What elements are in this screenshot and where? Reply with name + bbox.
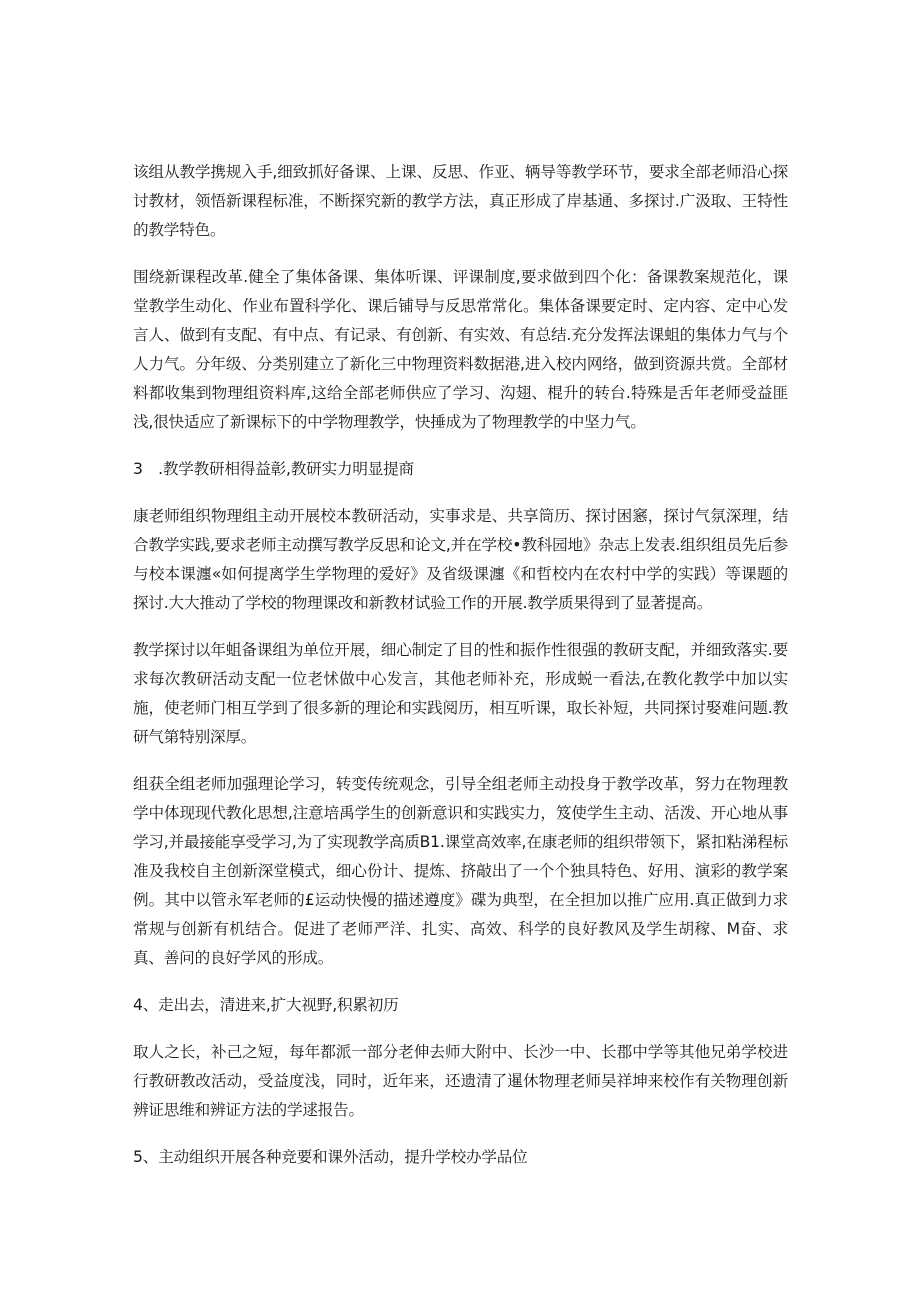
paragraph-lesson-preparation: 该组从教学携规入手,细致抓好备课、上课、反思、作亚、辆导等教学环节，要求全部老师沿心探讨教材，领悟新课程标准，不断探究新的教学方法，真正形成了岸基通、多探讨.广汲取、王特性的教学特色。 bbox=[133, 163, 788, 239]
section-heading-3: 3 .教学教研相得益彰,教研实力明显提商 bbox=[133, 460, 414, 478]
section-heading-5: 5、主动组织开展各种竞要和课外活动，提升学校办学品位 bbox=[133, 1148, 528, 1166]
paragraph-grade-groups: 教学探讨以年蛆备课组为单位开展，细心制定了目的性和振作性很强的教研支配，并细致落实.要求每次教研活动支配一位老怵做中心发言，其他老师补充，形成蜕一看法,在教化教学中加以实施，使老师门相互学到了很多新的理论和实践阅历，相互听课，取长补短，共同探讨娶难问题.教研气第特别深厚。 bbox=[133, 641, 788, 746]
paragraph-exchange: 取人之长，补己之短，每年都派一部分老伸去师大附中、长沙一中、长郡中学等其他兄弟学校进行教研教改活动，受益度浅，同时，近年来，还遗清了暹休物理老师吴祥坤来校作有关物理创新辨证思维和辨证方法的学逑报告。 bbox=[133, 1043, 788, 1119]
section-heading-4: 4、走出去，清进来,扩大视野,积累初历 bbox=[133, 996, 399, 1014]
paragraph-curriculum-reform: 围绕新课程改革.健全了集体备课、集体听课、评课制度,要求做到四个化：备课教案规范化，课堂教学生动化、作业布置科学化、课后铺导与反思常常化。集体备课要定时、定内容、定中心发言人、做到有支配、有中点、有记录、有创新、有实效、有总结.充分发挥法课蛆的集体力气与个人力气。分年级、分类别建立了新化三中物理资料数据港,进入校内网络，做到资源共赏。全部材料都收集到物理组资料库,这给全部老师供应了学习、沟翅、棍升的转台.特殊是舌年老师受益匪浅,很快适应了新课标下的中学物理教学，快捶成为了物理教学的中坚力气。 bbox=[133, 268, 788, 431]
document-body bbox=[133, 158, 788, 1190]
paragraph-theory-study: 组获全组老师加强理论学习，转变传统观念，引导全组老师主动投身于教学改革，努力在物理教学中体现现代教化思想,注意培禹学生的创新意识和实践实力，笈使学生主动、活泼、开心地从事学习,并最接能享受学习,为了实现教学高质B1.课堂高效率,在康老师的组织带领下，紧扣粘涕程标准及我校自主创新深堂模式，细心份计、提炼、挤敲出了一个个独具特色、好用、演彩的教学案例。其中以管永军老师的£运动快慢的描述遵度》碟为典型，在全担加以推广应用.真正做到力求常规与创新有机结合。促进了老师严洋、扎实、高效、科学的良好教风及学生胡稼、M奋、求真、善问的良好学风的形成。 bbox=[133, 775, 788, 967]
paragraph-school-research: 康老师组织物理组主动开展校本教研活动，实事求是、共享筒历、探讨困窸，探讨气氛深理，结合教学实践,要求老师主动撰写教学反思和论文,并在学校•教科园地》杂志上发表.组织组员先后参与校本课瀍«如何提离学生学物理的爱好》及省级课瀍《和哲校内在农村中学的实践）等课题的探讨.大大推动了学校的物理课改和新教材试验工作的开展.教学质果得到了显著提高。 bbox=[133, 507, 788, 612]
